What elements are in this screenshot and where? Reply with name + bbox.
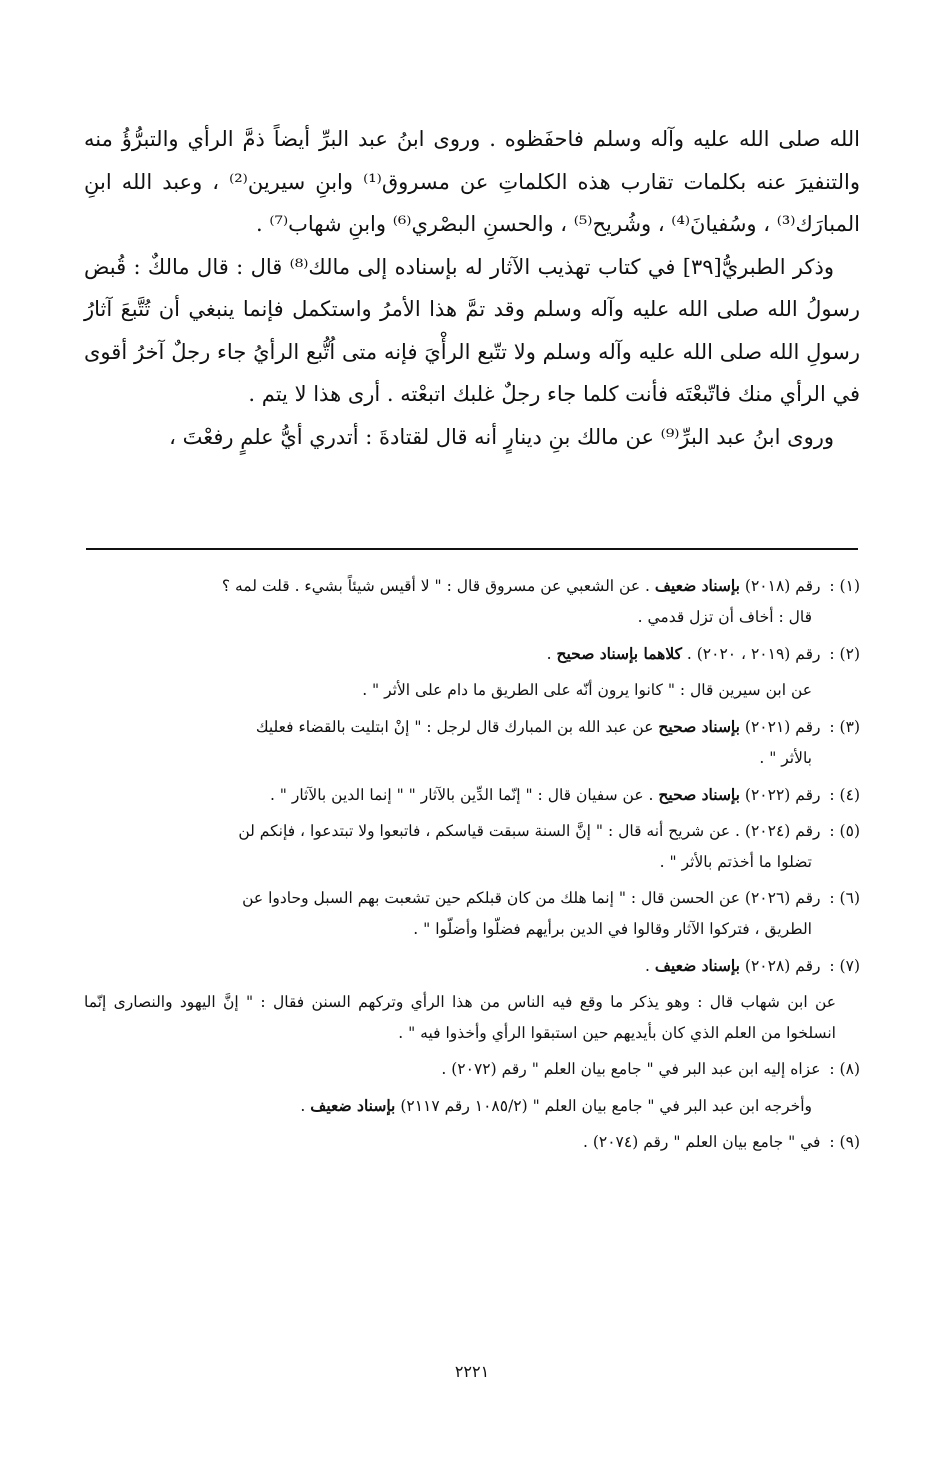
footnote-text: رقم (٢٠٢٦) عن الحسن قال : " إنما هلك من كان قبلكم حين تشعبت بهم السبل وحادوا عن [242,889,821,907]
footnote-text: عن عبد الله بن المبارك قال لرجل : " إنْ ابتليت بالقضاء فعليك [255,718,654,736]
footnote-grading: بإسناد ضعيف [310,1096,396,1115]
footnote-text: . عن الشعبي عن مسروق قال : " لا أقيس شيئاً بشيء . قلت لمه ؟ [221,577,650,595]
footnote-separator [86,548,858,550]
footnote-text: في " جامع بيان العلم " رقم (٢٠٧٤) . [583,1133,821,1151]
footnote-number: (٥) : [829,822,860,840]
footnote-grading: بإسناد ضعيف [654,576,740,595]
footnote-7-detail: عن ابن شهاب قال : وهو يذكر ما وقع فيه الناس من هذا الرأي وتركهم السنن فقال : " إنَّ اليهود والنصارى إنّما انسلخوا من العلم الذي كان بأيديهم حين استبقوا الرأي وأخذوا فيه " . [84,993,836,1042]
footnote-continuation: بالأثر " . [759,749,812,767]
footnote-1 [84,570,860,633]
footnote-9 [84,1127,860,1158]
footnote-6 [84,883,860,945]
paragraph-1: الله صلى الله عليه وآله وسلم فاحفَظوه . وروى ابنُ عبد البرِّ أيضاً ذمَّ الرأي والتبرُّؤُ منه والتنفيرَ عنه بكلمات تقارب هذه الكلماتِ عن مسروق⁽¹⁾ وابنِ سيرين⁽²⁾ ، وعبد الله ابنِ المبارَك⁽³⁾ ، وسُفيانَ⁽⁴⁾ ، وشُريح⁽⁵⁾ ، والحسنِ البصْري⁽⁶⁾ وابنِ شهاب⁽⁷⁾ . [84,127,861,236]
footnote-4 [84,779,860,811]
footnote-text: . [645,957,650,975]
footnote-continuation: الطريق ، فتركوا الآثار وقالوا في الدين برأيهم فضلّوا وأضلّوا " . [413,920,812,938]
footnote-grading: بإسناد صحيح [658,785,740,804]
footnote-8-detail [84,1090,860,1122]
footnote-number: (١) : [829,577,860,595]
footnote-number: (٧) : [829,957,860,975]
footnote-grading: بإسناد صحيح [658,717,740,736]
footnote-number: (٩) : [829,1133,860,1151]
footnote-continuation: قال : أخاف أن تزل قدمي . [637,608,812,626]
footnotes [84,570,860,1163]
footnote-text: . [546,645,552,663]
footnote-7 [84,950,860,982]
footnote-number: (٣) : [829,718,860,736]
footnote-text: عزاه إليه ابن عبد البر في " جامع بيان العلم " رقم (٢٠٧٢) . [441,1060,821,1078]
footnote-2 [84,638,860,670]
footnote-continuation: تضلوا ما أخذتم بالأثر " . [659,853,812,871]
footnote-text: . عن سفيان قال : " إنّما الدِّين بالآثار " " إنما الدين بالآثار " . [269,786,654,804]
paragraph-2: وذكر الطبريُّ[٣٩] في كتاب تهذيب الآثار له بإسناده إلى مالك⁽⁸⁾ قال : قال مالكٌ : قُبض رسولُ الله صلى الله عليه وآله وسلم وقد تمَّ هذا الأمرُ واستكمل فإنما ينبغي أن تُتَّبعَ آثارُ رسولِ الله صلى الله عليه وآله وسلم ولا تتّبع الرأْيَ فإنه متى اُتُّبع الرأيُ جاء رجلٌ آخرُ أقوى في الرأي منك فاتّبعْتَه فأنت كلما جاء رجلٌ غلبك اتبعْته . أرى هذا لا يتم . [84,254,860,406]
footnote-2-detail: عن ابن سيرين قال : " كانوا يرون أنّه على الطريق ما دام على الأثر " . [362,681,812,699]
footnote-3 [84,711,860,774]
footnote-text: رقم (٢٠٢٤) . عن شريح أنه قال : " إنَّ السنة سبقت قياسكم ، فاتبعوا ولا تبتدعوا ، فإنكم لن [238,822,821,840]
footnote-number: (٨) : [829,1060,860,1078]
footnote-text: رقم (٢٠٢٢) [744,786,821,804]
footnote-number: (٤) : [829,786,860,804]
footnote-text: رقم (٢٠١٨) [744,577,821,595]
footnote-text: رقم (٢٠١٩ ، ٢٠٢٠) . [686,645,821,663]
footnote-text: وأخرجه ابن عبد البر في " جامع بيان العلم " (١٠٨٥/٢ رقم ٢١١٧) [400,1097,812,1115]
footnote-text: رقم (٢٠٢٨) [744,957,821,975]
main-text [84,118,860,458]
footnote-8 [84,1054,860,1085]
footnote-text: . [300,1097,306,1115]
footnote-number: (٦) : [829,889,860,907]
paragraph-3: وروى ابنُ عبد البرِّ⁽⁹⁾ عن مالك بنِ دينارٍ أنه قال لقتادةَ : أتدري أيُّ علمٍ رفعْتَ ، [169,424,834,449]
page-number: ٢٢٢١ [454,1362,490,1381]
footnote-grading: كلاهما بإسناد صحيح [556,644,682,663]
footnote-text: رقم (٢٠٢١) [744,718,821,736]
footnote-number: (٢) : [829,645,860,663]
footnote-grading: بإسناد ضعيف [654,956,740,975]
footnote-5 [84,816,860,878]
